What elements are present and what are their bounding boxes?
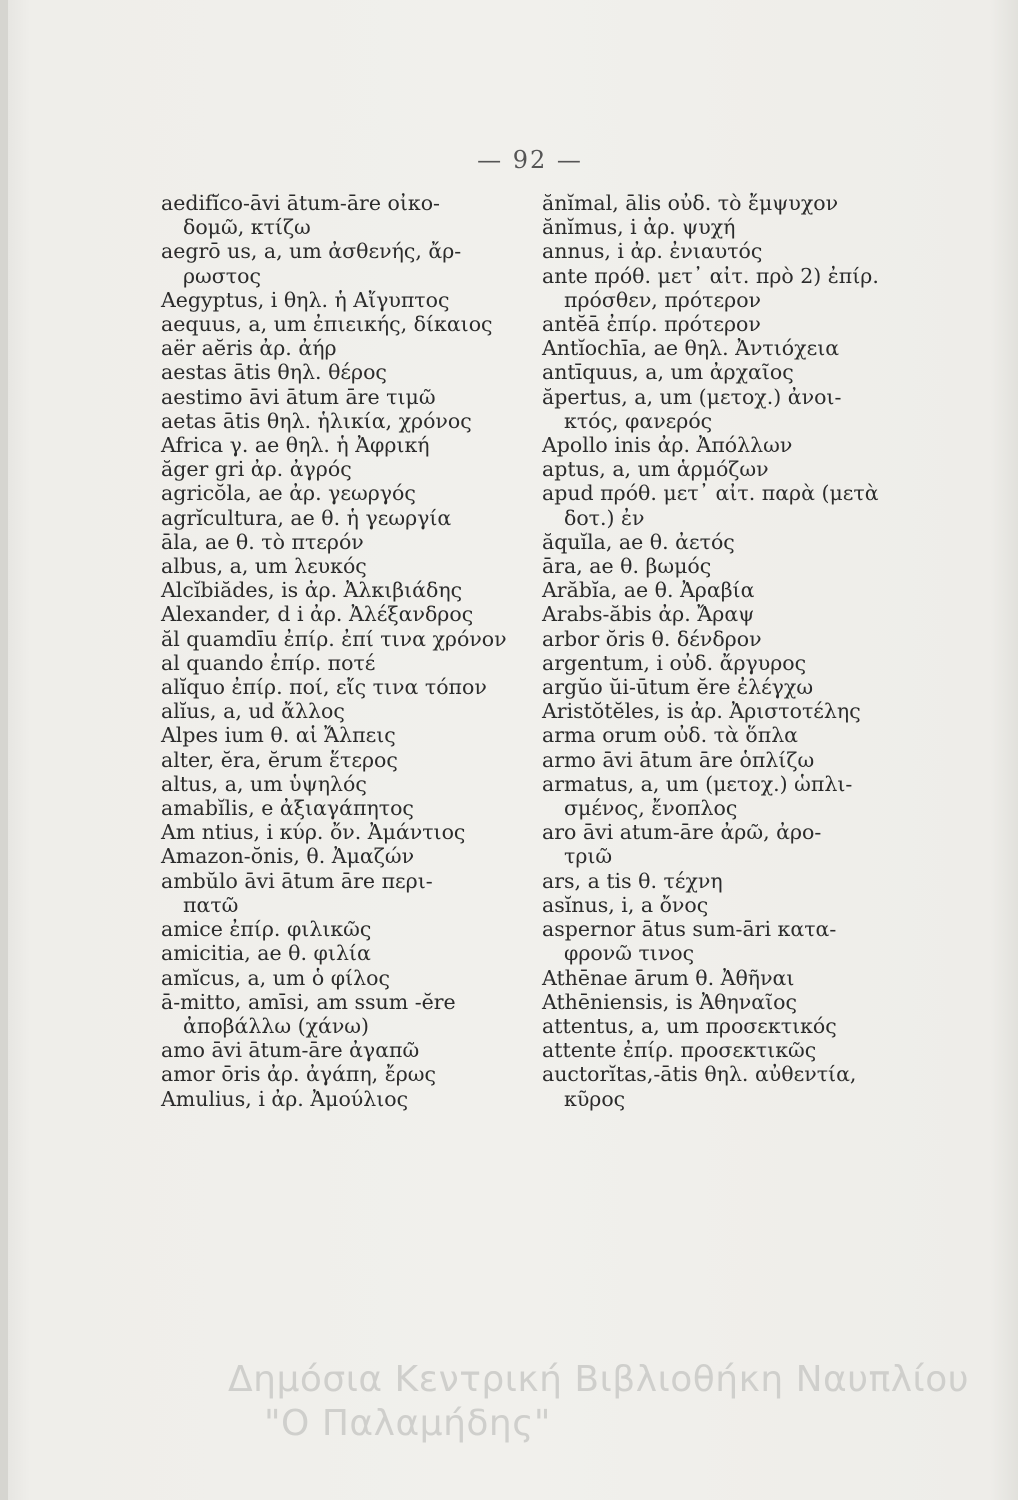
dictionary-entry: [161, 966, 511, 990]
dictionary-entry: [161, 409, 511, 433]
dictionary-entry: [542, 966, 910, 990]
entry-text: amicitia, ae θ. φιλία: [161, 941, 371, 966]
entry-text: armatus, a, um (μετοχ.) ὡπλι-: [542, 771, 853, 796]
entry-continuation: κτός, φανερός: [564, 408, 713, 433]
dictionary-entry: [161, 917, 511, 941]
entry-text: Athēnae ārum θ. Ἀθῆναι: [542, 965, 795, 990]
dictionary-entry: [542, 772, 910, 820]
entry-text: Apollo inis ἀρ. Ἀπόλλων: [542, 433, 793, 458]
entry-text: armo āvi ātum āre ὁπλίζω: [542, 747, 815, 772]
dictionary-entry: [161, 360, 511, 384]
entry-continuation: ἀποβάλλω (χάνω): [183, 1013, 370, 1038]
dictionary-entry: [542, 1014, 910, 1038]
dictionary-entry: [161, 699, 511, 723]
dictionary-entry: [542, 530, 910, 554]
entry-text: Alpes ium θ. αἱ Ἄλπεις: [161, 723, 396, 748]
entry-continuation: τριῶ: [564, 844, 613, 869]
entry-text: Alcĭbiădes, is ἀρ. Ἀλκιβιάδης: [161, 578, 463, 603]
entry-text: aequus, a, um ἐπιεικής, δίκαιος: [161, 312, 493, 337]
dictionary-entry: [161, 481, 511, 505]
entry-text: amabĭlis, e ἀξιαγάπητος: [161, 796, 414, 821]
entry-text: aër aĕris ἀρ. ἀήρ: [161, 336, 337, 361]
entry-text: Aristŏtĕles, is ἀρ. Ἀριστοτέλης: [542, 699, 861, 724]
dictionary-entry: [161, 869, 511, 917]
dictionary-entry: [161, 602, 511, 626]
entry-text: al quando ἐπίρ. ποτέ: [161, 650, 376, 675]
dictionary-entry: [542, 990, 910, 1014]
entry-text: alter, ĕra, ĕrum ἕτερος: [161, 747, 398, 772]
entry-text: altus, a, um ὑψηλός: [161, 771, 367, 796]
dictionary-entry: [161, 530, 511, 554]
dictionary-entry: [161, 554, 511, 578]
dictionary-entry: [542, 336, 910, 360]
entry-text: aestimo āvi ātum āre τιμῶ: [161, 384, 436, 409]
dictionary-entry: [542, 748, 910, 772]
entry-text: Athēniensis, is Ἀθηναῖος: [542, 989, 797, 1014]
dictionary-entry: [161, 1087, 511, 1111]
dictionary-entry: [542, 869, 910, 893]
dictionary-entry: [542, 699, 910, 723]
entry-text: aro āvi atum-āre ἀρῶ, ἀρο-: [542, 820, 822, 845]
library-watermark: [228, 1358, 1008, 1446]
dictionary-entry: [542, 917, 910, 965]
entry-text: amor ōris ἀρ. ἀγάπη, ἔρως: [161, 1062, 436, 1087]
dictionary-entry: [161, 651, 511, 675]
dictionary-entry: [542, 675, 910, 699]
entry-text: Amazon-ŏnis, θ. Ἀμαζών: [161, 844, 415, 869]
dictionary-entry: [161, 385, 511, 409]
entry-continuation: πρόσθεν, πρότερον: [564, 287, 762, 312]
dictionary-entry: [161, 844, 511, 868]
dictionary-entry: [542, 385, 910, 433]
entry-text: aegrō us, a, um ἀσθενής, ἄρ-: [161, 239, 462, 264]
entry-text: ănĭmal, ālis οὐδ. τὸ ἔμψυχον: [542, 191, 839, 215]
entry-continuation: δομῶ, κτίζω: [183, 215, 311, 240]
entry-text: antĕā ἐπίρ. πρότερον: [542, 312, 761, 337]
entry-text: Am ntius, i κύρ. ὄν. Ἀμάντιος: [161, 820, 466, 845]
entry-text: ambŭlo āvi ātum āre περι-: [161, 868, 433, 893]
dictionary-entry: [542, 602, 910, 626]
entry-text: ăl quamdīu ἐπίρ. ἐπί τινα χρόνον: [161, 626, 507, 651]
entry-text: ante πρόθ. μετ᾽ αἰτ. πρὸ 2) ἐπίρ.: [542, 263, 879, 288]
dictionary-entry: [161, 1062, 511, 1086]
page-corner-mark: [988, 1410, 1010, 1450]
dictionary-entry: [161, 723, 511, 747]
dictionary-entry: [542, 723, 910, 747]
entry-text: amo āvi ātum-āre ἀγαπῶ: [161, 1038, 420, 1063]
dictionary-entry: [161, 239, 511, 287]
dictionary-entry: [542, 1062, 910, 1110]
dictionary-entry: [542, 433, 910, 457]
entry-text: ăpertus, a, um (μετοχ.) ἀνοι-: [542, 384, 842, 409]
entry-text: aedifĭco-āvi ātum-āre οἰκο-: [161, 191, 440, 215]
watermark-line-2: "Ο Παλαμήδης": [264, 1403, 551, 1444]
dictionary-entry: [161, 820, 511, 844]
dictionary-entry: [542, 481, 910, 529]
dictionary-column-right: [542, 191, 910, 1111]
dictionary-entry: [542, 820, 910, 868]
dictionary-entry: [542, 627, 910, 651]
entry-text: asĭnus, i, a ὄνος: [542, 892, 709, 917]
dictionary-column-left: [161, 191, 511, 1111]
entry-text: Aegyptus, i θηλ. ἡ Αἴγυπτος: [161, 287, 450, 312]
dictionary-entry: [161, 578, 511, 602]
dictionary-entry: [542, 312, 910, 336]
entry-text: āra, ae θ. βωμός: [542, 554, 712, 579]
page-number: — 92 —: [477, 146, 583, 174]
entry-text: annus, i ἀρ. ἐνιαυτός: [542, 239, 763, 264]
entry-text: āla, ae θ. τὸ πτερόν: [161, 529, 364, 554]
dictionary-entry: [542, 893, 910, 917]
dictionary-entry: [161, 288, 511, 312]
entry-text: amice ἐπίρ. φιλικῶς: [161, 917, 372, 942]
dictionary-entry: [161, 990, 511, 1038]
entry-text: argentum, i οὐδ. ἄργυρος: [542, 650, 807, 675]
dictionary-entry: [542, 239, 910, 263]
entry-text: ăger gri ἀρ. ἀγρός: [161, 457, 352, 482]
watermark-line-1: Δημόσια Κεντρική Βιβλιοθήκη Ναυπλίου: [228, 1359, 970, 1400]
entry-text: attente ἐπίρ. προσεκτικῶς: [542, 1038, 817, 1063]
dictionary-entry: [542, 651, 910, 675]
dictionary-entry: [161, 191, 511, 239]
entry-continuation: σμένος, ἔνοπλος: [564, 796, 738, 821]
entry-text: ars, a tis θ. τέχνη: [542, 868, 723, 893]
entry-text: ănĭmus, i ἀρ. ψυχή: [542, 215, 736, 240]
entry-text: arma orum οὐδ. τὰ ὅπλα: [542, 723, 799, 748]
entry-text: Arăbĭa, ae θ. Ἀραβία: [542, 578, 755, 603]
dictionary-entry: [161, 627, 511, 651]
dictionary-entry: [161, 433, 511, 457]
entry-text: agricŏla, ae ἀρ. γεωργός: [161, 481, 416, 506]
dictionary-entry: [161, 506, 511, 530]
dictionary-entry: [542, 578, 910, 602]
entry-continuation: πατῶ: [183, 892, 239, 917]
dictionary-entry: [161, 941, 511, 965]
entry-text: attentus, a, um προσεκτικός: [542, 1013, 837, 1038]
dictionary-entry: [542, 215, 910, 239]
dictionary-entry: [161, 336, 511, 360]
entry-text: Alexander, d i ἀρ. Ἀλέξανδρος: [161, 602, 474, 627]
entry-text: antīquus, a, um ἀρχαῖος: [542, 360, 794, 385]
entry-text: arbor ŏris θ. δένδρον: [542, 626, 762, 651]
dictionary-entry: [161, 772, 511, 796]
dictionary-entry: [542, 360, 910, 384]
entry-text: amĭcus, a, um ὁ φίλος: [161, 965, 390, 990]
entry-text: ā-mitto, amīsi, am ssum -ĕre: [161, 989, 456, 1014]
entry-continuation: ρωστος: [183, 263, 261, 288]
entry-continuation: κῦρος: [564, 1086, 626, 1111]
page-spine-shadow: [0, 0, 8, 1500]
dictionary-entry: [161, 796, 511, 820]
entry-text: argŭo ŭi-ūtum ĕre ἐλέγχω: [542, 675, 814, 700]
dictionary-entry: [161, 312, 511, 336]
dictionary-entry: [542, 191, 910, 215]
entry-text: Africa γ. ae θηλ. ἡ Ἀφρική: [161, 433, 430, 458]
entry-text: Antĭochīa, ae θηλ. Ἀντιόχεια: [542, 336, 840, 361]
dictionary-entry: [161, 1038, 511, 1062]
dictionary-entry: [161, 748, 511, 772]
entry-continuation: φρονῶ τινος: [564, 941, 695, 966]
entry-text: albus, a, um λευκός: [161, 554, 367, 579]
entry-text: Amulius, i ἀρ. Ἀμούλιος: [161, 1086, 409, 1111]
entry-text: alĭquo ἐπίρ. ποί, εἴς τινα τόπον: [161, 675, 487, 700]
entry-text: auctorĭtas,-ātis θηλ. αὐθεντία,: [542, 1062, 857, 1087]
dictionary-entry: [161, 457, 511, 481]
entry-text: Arabs-ăbis ἀρ. Ἄραψ: [542, 602, 755, 627]
entry-text: aptus, a, um ἁρμόζων: [542, 457, 769, 482]
dictionary-entry: [542, 554, 910, 578]
entry-text: alĭus, a, ud ἄλλος: [161, 699, 345, 724]
dictionary-entry: [542, 1038, 910, 1062]
entry-text: apud πρόθ. μετ᾽ αἰτ. παρὰ (μετὰ: [542, 481, 879, 506]
entry-text: aspernor ātus sum-āri κατα-: [542, 917, 837, 942]
entry-continuation: δοτ.) ἐν: [564, 505, 645, 530]
entry-text: agrĭcultura, ae θ. ἡ γεωργία: [161, 505, 452, 530]
entry-text: aestas ātis θηλ. θέρος: [161, 360, 387, 385]
dictionary-entry: [542, 264, 910, 312]
entry-text: ăquĭla, ae θ. ἀετός: [542, 529, 735, 554]
dictionary-entry: [542, 457, 910, 481]
entry-text: aetas ātis θηλ. ἡλικία, χρόνος: [161, 408, 472, 433]
dictionary-entry: [161, 675, 511, 699]
